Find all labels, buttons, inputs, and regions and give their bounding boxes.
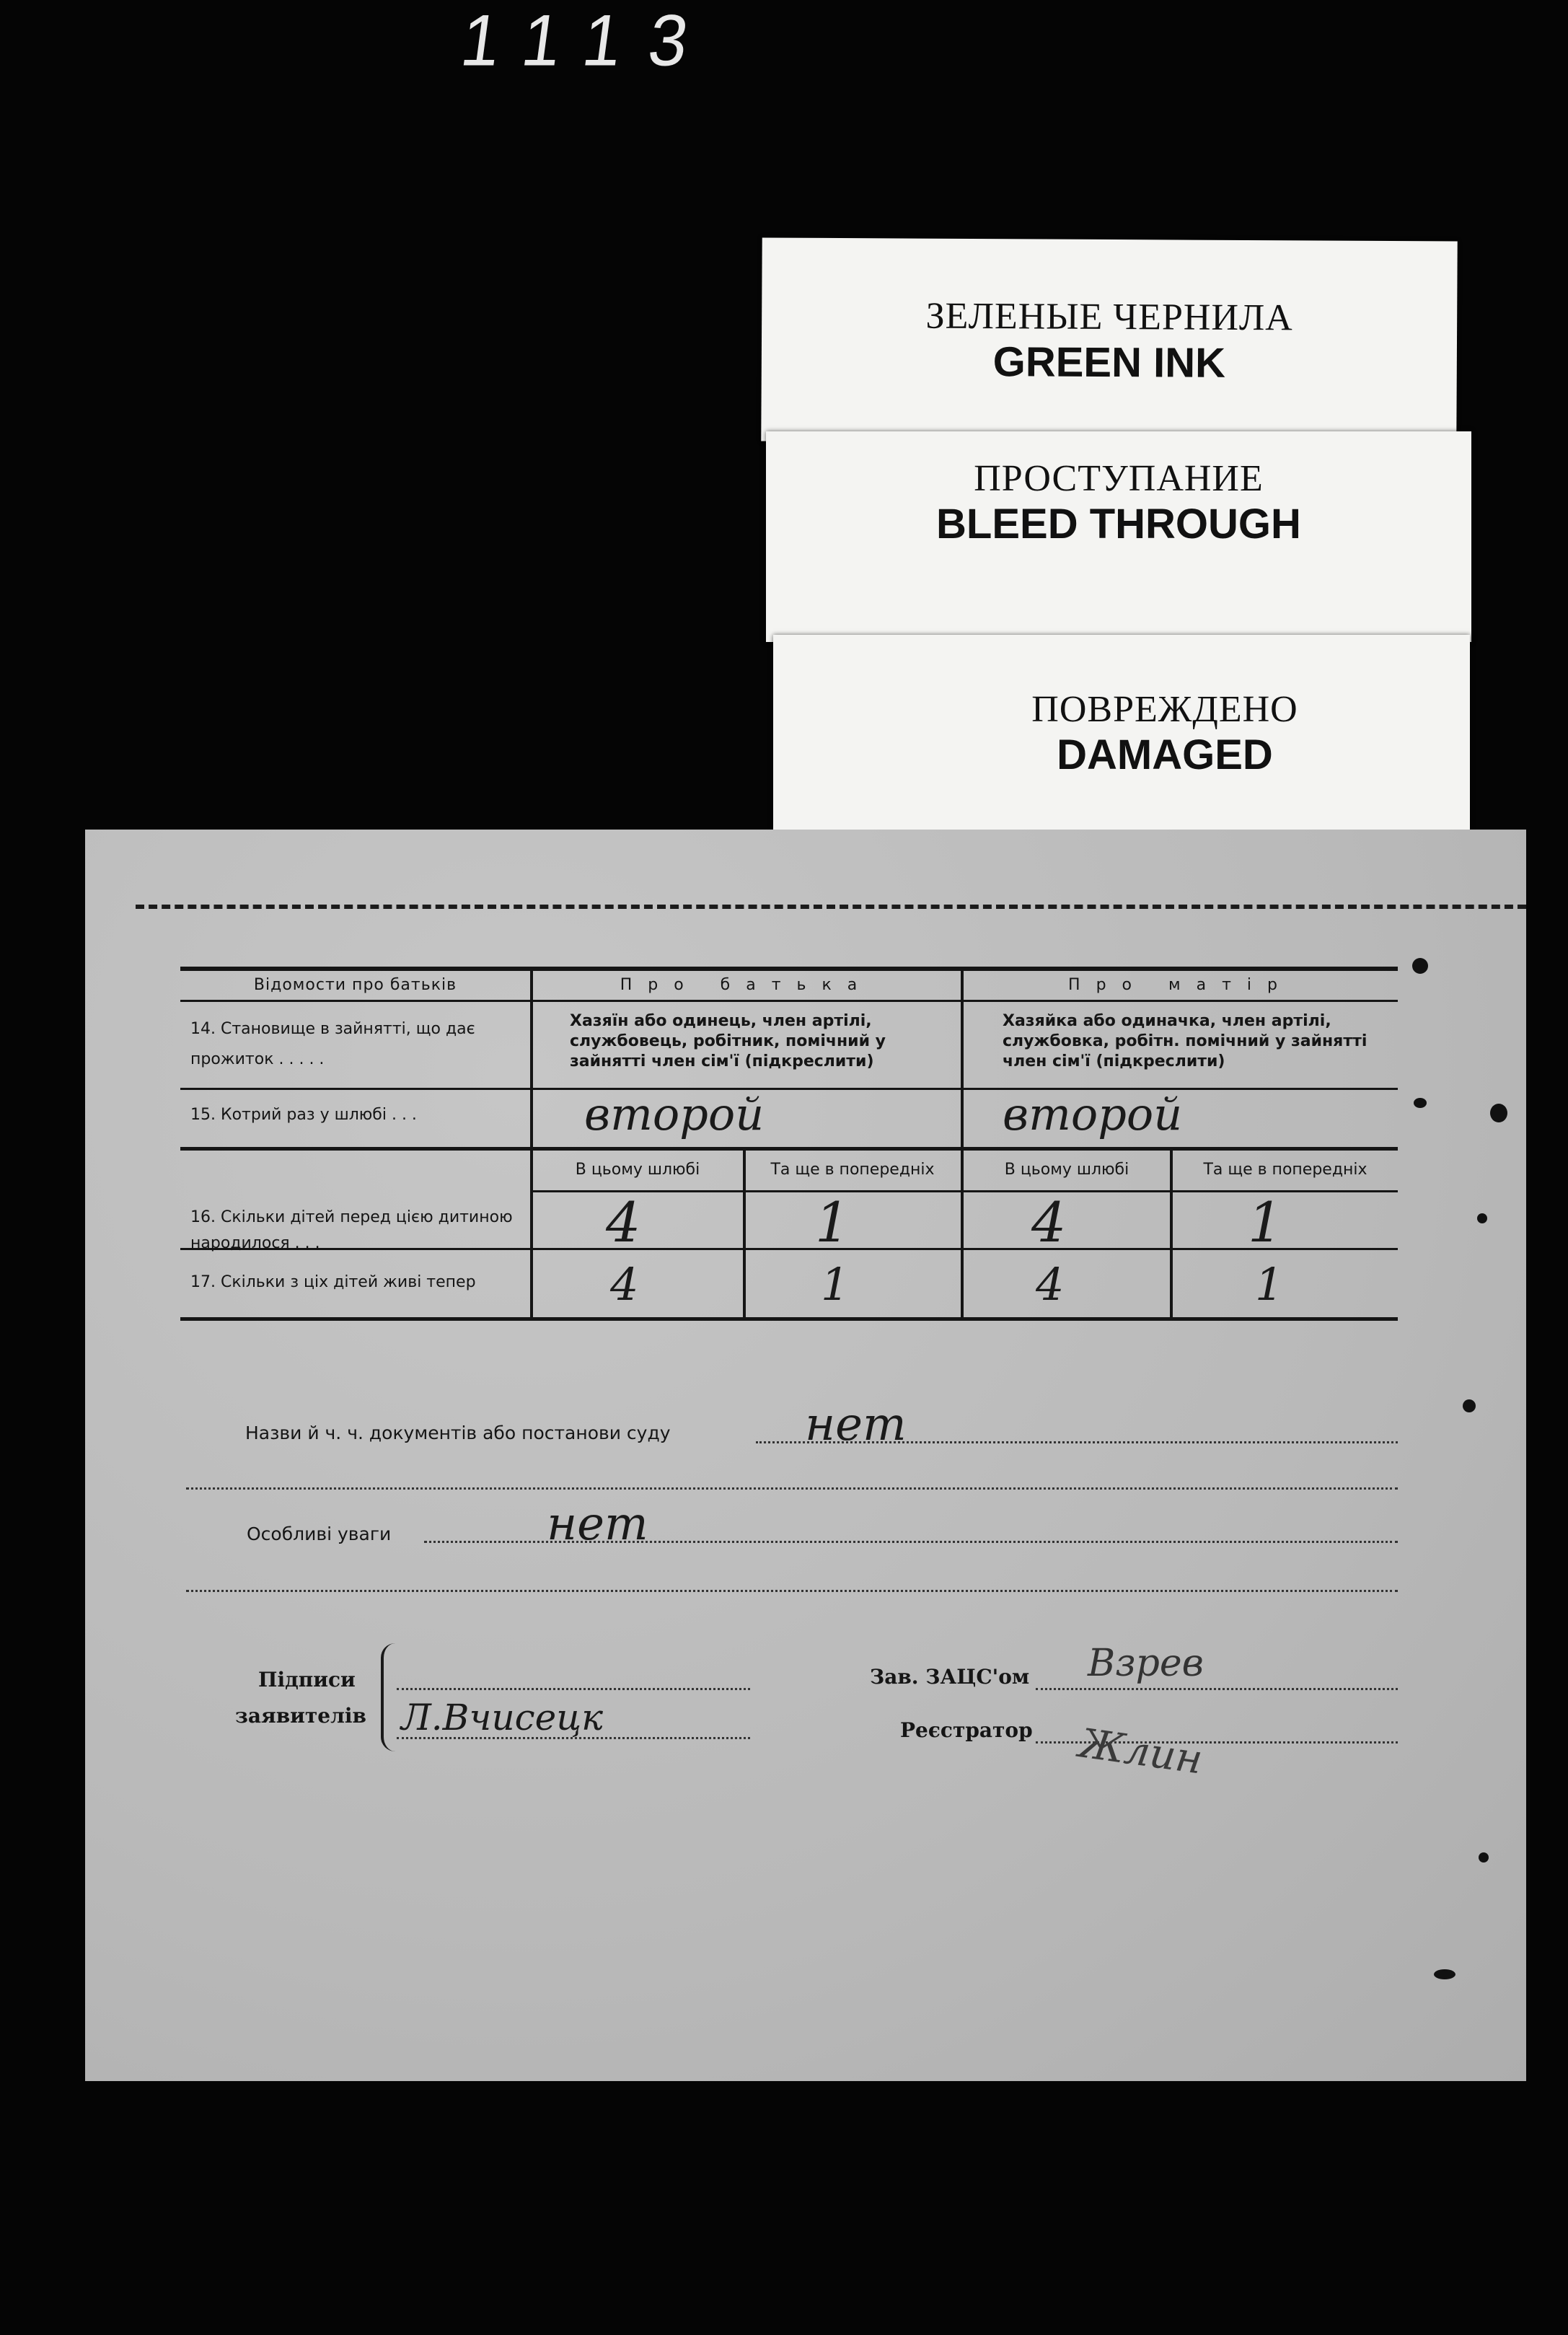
row16-value: 4 [606,1190,641,1254]
ink-spot [1434,1969,1455,1979]
row15-father-value: второй [584,1088,765,1140]
row16-value: 1 [815,1190,850,1254]
documents-label: Назви й ч. ч. документів або постанови суду [245,1422,671,1443]
signature-brace [381,1643,397,1751]
tag-ru: ПРОСТУПАНИЕ [974,458,1264,499]
parents-table [180,967,1398,1371]
signatures-label-2: заявителів [235,1704,366,1728]
row16-value: 1 [1248,1190,1283,1254]
perforation-line [136,905,1526,909]
row14-label: 14. Становище в зайнятті, що дає прожиток . . . . . [190,1020,475,1068]
frame-number: 1113 [456,0,721,82]
tag-en: DAMAGED [1057,731,1273,778]
tag-en: GREEN INK [992,338,1226,387]
header-parents-info: Відомости про батьків [253,976,457,994]
subhead-father-this: В цьому шлюбі [575,1161,700,1179]
row17-value: 4 [1036,1258,1065,1311]
ink-spot [1414,1098,1427,1108]
header-mother: Про матір [1068,976,1293,994]
row17-value: 1 [821,1258,850,1311]
tag-green-ink [761,237,1457,444]
tag-ru: ПОВРЕЖДЕНО [1031,689,1298,730]
ink-spot [1477,1213,1487,1223]
ink-spot [1479,1852,1489,1863]
row14-father-options: Хазяїн або одинець, член артілі, службовець, робітник, помічний у зайнятті член сім'ї (підкреслити) [570,1012,886,1070]
applicant-signature: Л.Вчисецк [401,1697,604,1738]
head-label: Зав. ЗАЦС'ом [870,1665,1030,1689]
ink-spot [1490,1104,1507,1122]
row16-label: 16. Скільки дітей перед цією дитиною народилося . . . [190,1208,513,1252]
subhead-mother-previous: Та ще в попередніх [1203,1161,1367,1179]
document-sheet [85,830,1526,2081]
head-signature: Взрев [1088,1642,1204,1685]
header-father: Про батька [620,976,873,994]
row15-label: 15. Котрий раз у шлюбі . . . [190,1106,417,1124]
row15-mother-value: второй [1003,1088,1183,1140]
row17-value: 1 [1255,1258,1284,1311]
tag-ru: ЗЕЛЕНЫЕ ЧЕРНИЛА [925,295,1293,339]
subhead-father-previous: Та ще в попередніх [770,1161,935,1179]
registrar-label: Реєстратор [900,1718,1033,1742]
registrar-signature: Жлин [1076,1720,1206,1784]
documents-value: нет [805,1398,907,1451]
signatures-label: Підписи [258,1668,356,1692]
tag-damaged [773,635,1470,830]
ink-spot [1463,1399,1476,1412]
row16-value: 4 [1031,1190,1067,1254]
row17-label: 17. Скільки з ціх дітей живі тепер [190,1273,476,1291]
tag-en: BLEED THROUGH [936,501,1301,548]
tag-bleed-through [766,431,1471,642]
row17-value: 4 [610,1258,639,1311]
subhead-mother-this: В цьому шлюбі [1004,1161,1129,1179]
notes-label: Особливі уваги [247,1523,392,1544]
row14-mother-options: Хазяйка або одиначка, член артілі, службовка, робітн. помічний у зайнятті член сім'ї (підкреслити) [1003,1012,1367,1070]
notes-value: нет [547,1498,648,1551]
ink-spot [1412,958,1428,974]
